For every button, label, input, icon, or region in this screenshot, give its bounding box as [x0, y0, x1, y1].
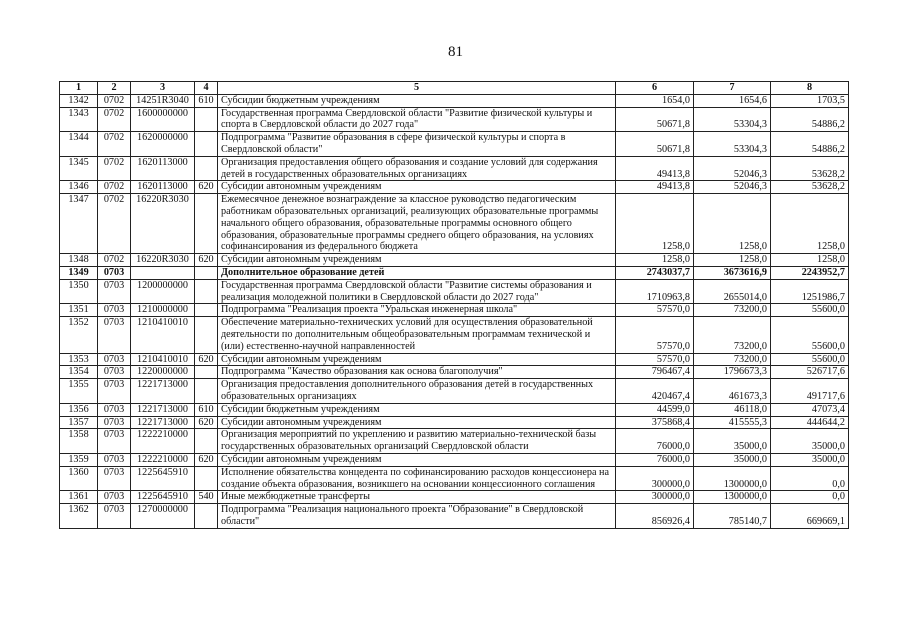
cell-amount-year-3: 53628,2	[771, 181, 849, 194]
cell-section-code: 0703	[98, 466, 131, 491]
cell-amount-year-3: 444644,2	[771, 416, 849, 429]
cell-amount-year-1: 76000,0	[616, 453, 694, 466]
cell-amount-year-1: 50671,8	[616, 132, 694, 157]
cell-expense-type: 620	[195, 353, 218, 366]
cell-amount-year-3: 55600,0	[771, 317, 849, 353]
cell-section-code: 0702	[98, 132, 131, 157]
table-row	[60, 279, 849, 304]
cell-target-code	[131, 266, 195, 279]
table-row	[60, 379, 849, 404]
cell-description: Исполнение обязательства концедента по софинансированию расходов концессионера на создание объекта образования, возникшего на основании концессионного соглашения	[218, 466, 616, 491]
cell-section-code: 0703	[98, 453, 131, 466]
cell-amount-year-1: 49413,8	[616, 156, 694, 181]
cell-amount-year-3: 54886,2	[771, 132, 849, 157]
cell-section-code: 0703	[98, 403, 131, 416]
cell-row-number: 1355	[60, 379, 98, 404]
table-row	[60, 181, 849, 194]
table-row	[60, 156, 849, 181]
cell-row-number: 1343	[60, 107, 98, 132]
cell-section-code: 0703	[98, 266, 131, 279]
col-header-6: 6	[616, 82, 694, 95]
cell-row-number: 1348	[60, 254, 98, 267]
cell-amount-year-1: 796467,4	[616, 366, 694, 379]
cell-description: Подпрограмма "Качество образования как основа благополучия"	[218, 366, 616, 379]
cell-section-code: 0703	[98, 353, 131, 366]
cell-row-number: 1356	[60, 403, 98, 416]
cell-section-code: 0702	[98, 194, 131, 254]
cell-target-code: 1600000000	[131, 107, 195, 132]
cell-amount-year-3: 1703,5	[771, 94, 849, 107]
cell-amount-year-2: 1654,6	[694, 94, 771, 107]
cell-expense-type	[195, 132, 218, 157]
table-row	[60, 366, 849, 379]
cell-amount-year-3: 1258,0	[771, 194, 849, 254]
cell-description: Организация мероприятий по укреплению и развитию материально-технической базы государственных образовательных организаций Свердловской области	[218, 429, 616, 454]
cell-amount-year-1: 49413,8	[616, 181, 694, 194]
cell-row-number: 1350	[60, 279, 98, 304]
cell-target-code: 1225645910	[131, 491, 195, 504]
cell-amount-year-2: 1300000,0	[694, 466, 771, 491]
cell-amount-year-2: 53304,3	[694, 132, 771, 157]
cell-row-number: 1353	[60, 353, 98, 366]
cell-expense-type	[195, 107, 218, 132]
table-row	[60, 491, 849, 504]
cell-amount-year-1: 57570,0	[616, 353, 694, 366]
cell-row-number: 1351	[60, 304, 98, 317]
cell-section-code: 0703	[98, 304, 131, 317]
cell-expense-type: 540	[195, 491, 218, 504]
cell-amount-year-2: 3673616,9	[694, 266, 771, 279]
cell-expense-type: 610	[195, 94, 218, 107]
cell-amount-year-2: 1796673,3	[694, 366, 771, 379]
cell-description: Обеспечение материально-технических условий для осуществления образовательной деятельности по дополнительным общеобразовательным программам технической и (или) естественно-научной направленностей	[218, 317, 616, 353]
cell-target-code: 1221713000	[131, 416, 195, 429]
cell-target-code: 1200000000	[131, 279, 195, 304]
cell-amount-year-1: 2743037,7	[616, 266, 694, 279]
cell-section-code: 0702	[98, 107, 131, 132]
cell-amount-year-1: 300000,0	[616, 466, 694, 491]
cell-section-code: 0702	[98, 156, 131, 181]
cell-amount-year-2: 785140,7	[694, 504, 771, 529]
cell-description: Субсидии автономным учреждениям	[218, 254, 616, 267]
cell-amount-year-3: 2243952,7	[771, 266, 849, 279]
cell-amount-year-2: 53304,3	[694, 107, 771, 132]
cell-section-code: 0703	[98, 279, 131, 304]
cell-section-code: 0703	[98, 379, 131, 404]
cell-amount-year-1: 1654,0	[616, 94, 694, 107]
cell-target-code: 1221713000	[131, 379, 195, 404]
cell-amount-year-3: 55600,0	[771, 353, 849, 366]
cell-amount-year-2: 73200,0	[694, 317, 771, 353]
cell-amount-year-2: 1258,0	[694, 254, 771, 267]
cell-amount-year-3: 53628,2	[771, 156, 849, 181]
cell-section-code: 0703	[98, 429, 131, 454]
cell-row-number: 1360	[60, 466, 98, 491]
cell-target-code: 16220R3030	[131, 194, 195, 254]
cell-amount-year-1: 57570,0	[616, 317, 694, 353]
cell-expense-type	[195, 466, 218, 491]
cell-amount-year-1: 57570,0	[616, 304, 694, 317]
cell-target-code: 1620000000	[131, 132, 195, 157]
cell-target-code: 1221713000	[131, 403, 195, 416]
table-row	[60, 254, 849, 267]
cell-row-number: 1361	[60, 491, 98, 504]
table-row	[60, 317, 849, 353]
cell-section-code: 0702	[98, 254, 131, 267]
cell-expense-type	[195, 266, 218, 279]
cell-section-code: 0703	[98, 317, 131, 353]
cell-description: Субсидии автономным учреждениям	[218, 181, 616, 194]
header-row	[60, 82, 849, 95]
cell-description: Подпрограмма "Реализация проекта "Уральская инженерная школа"	[218, 304, 616, 317]
budget-table	[59, 81, 849, 529]
cell-expense-type: 610	[195, 403, 218, 416]
cell-description: Организация предоставления общего образования и создание условий для содержания детей в государственных образовательных организациях	[218, 156, 616, 181]
table-row	[60, 403, 849, 416]
cell-row-number: 1349	[60, 266, 98, 279]
col-header-7: 7	[694, 82, 771, 95]
cell-amount-year-3: 491717,6	[771, 379, 849, 404]
cell-expense-type	[195, 194, 218, 254]
table-row	[60, 194, 849, 254]
cell-target-code: 1225645910	[131, 466, 195, 491]
table-row	[60, 504, 849, 529]
cell-target-code: 16220R3030	[131, 254, 195, 267]
cell-amount-year-1: 300000,0	[616, 491, 694, 504]
cell-row-number: 1352	[60, 317, 98, 353]
cell-amount-year-1: 1258,0	[616, 194, 694, 254]
page-number: 81	[448, 44, 463, 60]
cell-expense-type	[195, 379, 218, 404]
cell-amount-year-1: 375868,4	[616, 416, 694, 429]
table-row	[60, 304, 849, 317]
cell-amount-year-1: 856926,4	[616, 504, 694, 529]
cell-amount-year-1: 76000,0	[616, 429, 694, 454]
cell-expense-type	[195, 366, 218, 379]
cell-amount-year-3: 0,0	[771, 491, 849, 504]
col-header-5: 5	[218, 82, 616, 95]
cell-amount-year-3: 0,0	[771, 466, 849, 491]
cell-section-code: 0703	[98, 491, 131, 504]
cell-amount-year-1: 1710963,8	[616, 279, 694, 304]
cell-target-code: 1210000000	[131, 304, 195, 317]
cell-amount-year-3: 55600,0	[771, 304, 849, 317]
cell-row-number: 1347	[60, 194, 98, 254]
cell-expense-type	[195, 156, 218, 181]
table-row	[60, 353, 849, 366]
table-row	[60, 453, 849, 466]
cell-amount-year-2: 1258,0	[694, 194, 771, 254]
cell-description: Подпрограмма "Развитие образования в сфере физической культуры и спорта в Свердловской области"	[218, 132, 616, 157]
cell-amount-year-3: 1258,0	[771, 254, 849, 267]
cell-target-code: 1210410010	[131, 317, 195, 353]
cell-section-code: 0703	[98, 366, 131, 379]
cell-amount-year-3: 669669,1	[771, 504, 849, 529]
cell-description: Субсидии автономным учреждениям	[218, 416, 616, 429]
cell-amount-year-3: 47073,4	[771, 403, 849, 416]
cell-expense-type	[195, 429, 218, 454]
cell-section-code: 0703	[98, 504, 131, 529]
cell-amount-year-1: 420467,4	[616, 379, 694, 404]
cell-target-code: 1620113000	[131, 156, 195, 181]
col-header-1: 1	[60, 82, 98, 95]
cell-amount-year-2: 46118,0	[694, 403, 771, 416]
cell-target-code: 1222210000	[131, 429, 195, 454]
table-row	[60, 466, 849, 491]
cell-amount-year-1: 44599,0	[616, 403, 694, 416]
cell-amount-year-3: 526717,6	[771, 366, 849, 379]
cell-row-number: 1346	[60, 181, 98, 194]
cell-expense-type: 620	[195, 453, 218, 466]
cell-description: Субсидии бюджетным учреждениям	[218, 403, 616, 416]
col-header-3: 3	[131, 82, 195, 95]
cell-target-code: 1620113000	[131, 181, 195, 194]
col-header-4: 4	[195, 82, 218, 95]
cell-row-number: 1345	[60, 156, 98, 181]
cell-expense-type	[195, 504, 218, 529]
cell-description: Иные межбюджетные трансферты	[218, 491, 616, 504]
cell-expense-type	[195, 317, 218, 353]
cell-amount-year-2: 2655014,0	[694, 279, 771, 304]
cell-expense-type: 620	[195, 416, 218, 429]
cell-description: Субсидии бюджетным учреждениям	[218, 94, 616, 107]
cell-description: Ежемесячное денежное вознаграждение за классное руководство педагогическим работникам образовательных организаций, реализующих образовательные программы начального общего образования, образовательные программы основного общего образования, образовательные программы среднего общего образования, на условиях софинансирования из федерального бюджета	[218, 194, 616, 254]
col-header-2: 2	[98, 82, 131, 95]
cell-amount-year-1: 1258,0	[616, 254, 694, 267]
cell-amount-year-3: 1251986,7	[771, 279, 849, 304]
table-row	[60, 429, 849, 454]
table-row	[60, 416, 849, 429]
cell-description: Субсидии автономным учреждениям	[218, 353, 616, 366]
cell-target-code: 1222210000	[131, 453, 195, 466]
cell-target-code: 1270000000	[131, 504, 195, 529]
cell-section-code: 0702	[98, 181, 131, 194]
cell-row-number: 1354	[60, 366, 98, 379]
cell-row-number: 1359	[60, 453, 98, 466]
table-row	[60, 107, 849, 132]
cell-amount-year-2: 73200,0	[694, 304, 771, 317]
cell-description: Государственная программа Свердловской области "Развитие физической культуры и спорта в Свердловской области до 2027 года"	[218, 107, 616, 132]
cell-row-number: 1362	[60, 504, 98, 529]
cell-description: Подпрограмма "Реализация национального проекта "Образование" в Свердловской области"	[218, 504, 616, 529]
cell-expense-type	[195, 304, 218, 317]
cell-amount-year-2: 73200,0	[694, 353, 771, 366]
table-body	[60, 94, 849, 528]
cell-row-number: 1357	[60, 416, 98, 429]
cell-row-number: 1342	[60, 94, 98, 107]
cell-amount-year-1: 50671,8	[616, 107, 694, 132]
table-row	[60, 132, 849, 157]
cell-amount-year-3: 35000,0	[771, 453, 849, 466]
cell-row-number: 1344	[60, 132, 98, 157]
cell-target-code: 14251R3040	[131, 94, 195, 107]
cell-amount-year-2: 35000,0	[694, 429, 771, 454]
cell-amount-year-2: 415555,3	[694, 416, 771, 429]
cell-row-number: 1358	[60, 429, 98, 454]
col-header-8: 8	[771, 82, 849, 95]
cell-description: Дополнительное образование детей	[218, 266, 616, 279]
cell-section-code: 0702	[98, 94, 131, 107]
cell-expense-type: 620	[195, 254, 218, 267]
cell-expense-type: 620	[195, 181, 218, 194]
cell-description: Государственная программа Свердловской области "Развитие системы образования и реализация молодежной политики в Свердловской области до 2027 года"	[218, 279, 616, 304]
cell-description: Организация предоставления дополнительного образования детей в государственных образовательных организациях	[218, 379, 616, 404]
cell-amount-year-2: 52046,3	[694, 181, 771, 194]
cell-amount-year-2: 1300000,0	[694, 491, 771, 504]
cell-amount-year-2: 52046,3	[694, 156, 771, 181]
cell-expense-type	[195, 279, 218, 304]
cell-amount-year-2: 461673,3	[694, 379, 771, 404]
cell-amount-year-3: 54886,2	[771, 107, 849, 132]
cell-target-code: 1210410010	[131, 353, 195, 366]
cell-description: Субсидии автономным учреждениям	[218, 453, 616, 466]
cell-amount-year-2: 35000,0	[694, 453, 771, 466]
cell-section-code: 0703	[98, 416, 131, 429]
table-row	[60, 266, 849, 279]
cell-amount-year-3: 35000,0	[771, 429, 849, 454]
table-row	[60, 94, 849, 107]
cell-target-code: 1220000000	[131, 366, 195, 379]
